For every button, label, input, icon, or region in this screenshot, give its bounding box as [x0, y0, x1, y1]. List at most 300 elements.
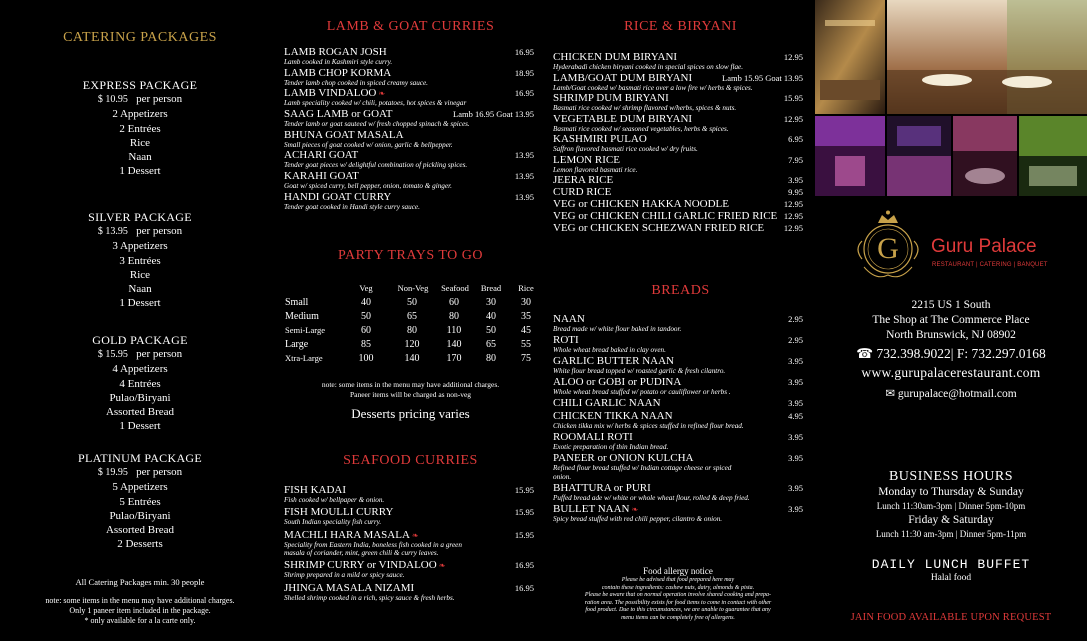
menu-item-name-text: ROOMALI ROTI — [553, 431, 633, 444]
menu-item-price: Lamb 16.95 Goat 13.95 — [453, 109, 534, 120]
package-item: Naan — [128, 283, 152, 296]
package-item: Assorted Bread — [105, 524, 175, 537]
lamb-section-title: LAMB & GOAT CURRIES — [326, 19, 495, 34]
menu-item-name-text: CURD RICE — [553, 186, 612, 198]
trays-note-line: note: some items in the menu may have additional charges. — [321, 380, 500, 389]
menu-item — [284, 150, 534, 170]
menu-item-name — [284, 530, 534, 541]
menu-item — [284, 530, 534, 558]
logo-letter: G — [877, 232, 899, 265]
menu-item-price: 12.95 — [783, 211, 803, 221]
menu-item-name-text: HANDI GOAT CURRY — [284, 190, 392, 203]
menu-item-desc: Lamb cooked in Kashmiri style curry. — [284, 58, 393, 66]
menu-item-name-text: BHUNA GOAT MASALA — [284, 128, 404, 141]
trays-price-cell: 80 — [486, 353, 496, 364]
menu-item-name — [553, 432, 803, 443]
menu-item — [553, 52, 803, 72]
package-item: 4 Entrées — [119, 377, 161, 390]
menu-item-desc: Tender lamb or goat sauteed w/ fresh chopped spinach & spices. — [284, 120, 470, 129]
menu-item — [553, 93, 803, 113]
menu-item-name — [284, 171, 534, 182]
package-express — [0, 78, 280, 178]
package-per: per person — [136, 348, 183, 361]
trays-size-label: Medium — [285, 311, 319, 322]
photo-ballroom — [953, 116, 1017, 196]
trays-note — [283, 380, 538, 400]
menu-item-name — [553, 314, 803, 325]
menu-item-name-text: JHINGA MASALA NIZAMI — [284, 581, 415, 594]
guru-palace-logo-emblem — [850, 209, 926, 283]
menu-item-desc: masala of coriander, mint, green chili & curry leaves. — [284, 549, 439, 558]
menu-item-price: 2.95 — [788, 335, 803, 346]
package-price: $ 13.95 — [97, 226, 128, 238]
trays-price-cell: 140 — [446, 339, 462, 350]
menu-item-name-text: ALOO or GOBI or PUDINA — [553, 376, 682, 389]
catering-title: CATERING PACKAGES — [63, 30, 217, 45]
menu-item-name — [284, 485, 534, 496]
menu-item — [284, 507, 534, 527]
package-item: 2 Appetizers — [112, 108, 168, 121]
menu-item-name-text: BHATTURA or PURI — [553, 481, 651, 494]
menu-item-name-text: SAAG LAMB or GOAT — [284, 108, 393, 121]
menu-item-name-text: VEG or CHICKEN HAKKA NOODLE — [553, 198, 729, 210]
lamb-menu — [284, 47, 534, 213]
menu-item-name-text: KARAHI GOAT — [284, 170, 359, 183]
package-item: 1 Dessert — [119, 165, 161, 178]
allergy-line: contain these ingredients: cashew nuts, dairy, almonds & pista. — [601, 584, 755, 591]
photo-purple-hall — [815, 116, 885, 196]
trays-price-cell: 35 — [521, 311, 531, 322]
website-link[interactable]: www.gurupalacerestaurant.com — [861, 365, 1041, 380]
package-gold — [0, 333, 280, 433]
menu-item-name-text: CHICKEN DUM BIRYANI — [553, 51, 678, 63]
trays-col-header: Seafood — [441, 283, 469, 293]
menu-item-desc: Lemon flavored basmati rice. — [553, 165, 638, 174]
menu-item-name-text: ROTI — [553, 334, 579, 347]
menu-item-price: 3.95 — [788, 503, 803, 514]
menu-item-desc: South Indian speciality fish curry. — [284, 518, 382, 527]
menu-item-price: 16.95 — [514, 47, 534, 57]
package-item: 3 Appetizers — [112, 240, 168, 253]
menu-item — [553, 134, 803, 154]
package-item: Assorted Bread — [105, 406, 175, 419]
chili-spicy-icon: ❧ — [629, 504, 639, 514]
package-per: per person — [136, 225, 183, 238]
menu-item-desc: Speciality from Eastern India, boneless fish cooked in a green — [284, 540, 462, 549]
rice-section-title: RICE & BIRYANI — [624, 19, 737, 34]
allergy-line: Please be advised that food prepared here may — [621, 577, 735, 583]
menu-item — [553, 187, 803, 198]
menu-item-desc: Bread made w/ white flour baked in tandoor. — [553, 325, 682, 333]
chili-spicy-icon: ❧ — [376, 89, 386, 99]
menu-item — [553, 411, 803, 431]
menu-item-desc: Tender goat cooked in Handi style curry sauce. — [284, 202, 420, 211]
trays-price-cell: 110 — [446, 325, 462, 336]
menu-item-price: 3.95 — [788, 432, 803, 443]
menu-item-name-text: SHRIMP DUM BIRYANI — [553, 92, 669, 104]
menu-item-name-text: CHICKEN TIKKA NAAN — [553, 409, 673, 422]
menu-item — [553, 211, 803, 222]
menu-item-name-text: LAMB ROGAN JOSH — [284, 46, 387, 58]
allergy-line: Please be aware that on normal operation involve shared cooking and prepa- — [584, 592, 772, 599]
menu-item-price: 12.95 — [783, 199, 803, 209]
menu-item-desc: Goat w/ spiced curry, bell pepper, onion, tomato & ginger. — [284, 182, 452, 191]
package-name: EXPRESS PACKAGE — [82, 78, 198, 92]
menu-item — [553, 314, 803, 334]
package-name: GOLD PACKAGE — [92, 333, 188, 347]
menu-item-name-text: KASHMIRI PULAO — [553, 133, 647, 145]
hours-weekend-times: Lunch 11:30 am-3pm | Dinner 5pm-11pm — [875, 529, 1027, 539]
breads-menu — [553, 314, 803, 525]
catering-note — [0, 596, 280, 626]
menu-item-desc: Exotic preparation of thin Indian bread. — [553, 443, 669, 452]
menu-item-name — [284, 47, 534, 58]
menu-item-price: 15.95 — [514, 529, 534, 540]
menu-item-desc: Whole wheat bread stuffed w/ potato or cauliflower or herbs . — [553, 388, 731, 397]
trays-size-label: Xtra-Large — [285, 353, 323, 363]
menu-item-desc: Shrimp prepared in a mild or spicy sauce. — [284, 571, 405, 580]
menu-item — [553, 73, 803, 93]
address-block — [815, 298, 1087, 343]
menu-item-price: 4.95 — [788, 410, 803, 421]
menu-item-name — [553, 199, 803, 210]
menu-item-price: 15.95 — [514, 485, 534, 495]
menu-item-price: 15.95 — [514, 507, 534, 518]
trays-size-label: Semi-Large — [285, 325, 325, 335]
seafood-menu — [284, 485, 534, 605]
hours-weekday-times: Lunch 11:30am-3pm | Dinner 5pm-10pm — [876, 501, 1026, 511]
trays-price-cell: 170 — [446, 353, 462, 364]
allergy-line: menu items can be completely free of allergens. — [621, 614, 735, 621]
menu-item-name — [553, 223, 803, 234]
menu-item-price: 16.95 — [514, 88, 534, 99]
menu-item — [284, 485, 534, 505]
menu-item-name-text: JEERA RICE — [553, 174, 614, 186]
menu-item-name — [284, 583, 534, 594]
trays-section-title: PARTY TRAYS TO GO — [338, 248, 483, 263]
trays-price-cell: 65 — [486, 339, 496, 350]
trays-col-header: Non-Veg — [397, 283, 429, 293]
catering-note-line: * only available for a la carte only. — [84, 616, 196, 625]
menu-item-name-text: VEG or CHICKEN SCHEZWAN FRIED RICE — [553, 222, 765, 234]
package-price: $ 19.95 — [97, 467, 128, 479]
package-item: Rice — [129, 268, 151, 281]
trays-price-cell: 30 — [521, 297, 531, 308]
trays-row — [283, 297, 543, 311]
business-hours-title: BUSINESS HOURS — [888, 469, 1014, 484]
menu-item — [553, 504, 803, 524]
trays-price-cell: 50 — [486, 325, 496, 336]
package-price: $ 15.95 — [97, 349, 128, 361]
menu-item — [284, 130, 534, 150]
menu-item-name — [284, 130, 534, 141]
menu-item-price: 15.95 — [783, 93, 803, 103]
trays-size-label: Large — [285, 339, 309, 350]
menu-item-desc: Whole wheat bread baked in clay oven. — [553, 346, 666, 355]
trays-row — [283, 325, 543, 339]
trays-row — [283, 353, 543, 367]
catering-note-line: note: some items in the menu may have additional charges. — [45, 596, 235, 605]
package-item: 4 Appetizers — [112, 363, 168, 376]
allergy-text — [553, 577, 803, 623]
menu-item-name-text: LEMON RICE — [553, 153, 620, 166]
menu-item-price: 16.95 — [514, 560, 534, 571]
menu-item — [553, 335, 803, 355]
menu-item-desc: Fish cooked w/ bellpaper & onion. — [284, 496, 385, 504]
trays-price-cell: 55 — [521, 339, 531, 350]
menu-item-name — [553, 411, 803, 422]
chili-spicy-icon: ❧ — [409, 530, 419, 540]
menu-item-name — [284, 507, 534, 518]
menu-item — [553, 175, 803, 186]
menu-item-desc: Chicken tikka mix w/ herbs & spices stuffed in refined flour bread. — [553, 421, 744, 430]
trays-price-cell: 75 — [521, 353, 531, 364]
package-item: 5 Appetizers — [112, 481, 168, 494]
menu-item-desc: Lamb/Goat cooked w/ basmati rice over a low fire w/ herbs & spices. — [553, 83, 753, 92]
menu-item-name-text: VEGETABLE DUM BIRYANI — [553, 112, 693, 125]
menu-item — [553, 114, 803, 134]
package-item: Pulao/Biryani — [109, 391, 171, 404]
menu-item-name-text: PANEER or ONION KULCHA — [553, 452, 694, 465]
menu-item-name-text: LAMB CHOP KORMA — [284, 66, 392, 79]
menu-item-desc: Basmati rice cooked w/ seasoned vegetables, herbs & spices. — [553, 124, 729, 133]
menu-item-price: 13.95 — [514, 150, 534, 161]
buffet-title: DAILY LUNCH BUFFET — [871, 557, 1031, 572]
menu-item-price: 3.95 — [788, 377, 803, 388]
menu-item-name — [553, 377, 803, 388]
menu-item — [553, 356, 803, 376]
allergy-notice — [553, 566, 803, 623]
menu-item-name-text: CHILI GARLIC NAAN — [553, 397, 661, 410]
trays-price-cell: 30 — [486, 297, 496, 308]
menu-item-name — [553, 504, 803, 515]
menu-item-desc: Hyderabadi chicken biryani cooked in special spices on slow flae. — [553, 63, 744, 71]
menu-item-price: 2.95 — [788, 314, 803, 324]
package-name: SILVER PACKAGE — [88, 210, 192, 224]
menu-item-name — [284, 192, 534, 203]
menu-item — [284, 171, 534, 191]
phone-fax: ☎ 732.398.9022| F: 732.297.0168 — [856, 346, 1046, 361]
trays-col-header: Bread — [480, 283, 502, 293]
menu-item — [284, 192, 534, 212]
catering-column — [0, 0, 280, 641]
buffet-subtitle: Halal food — [930, 573, 972, 583]
trays-col-header: Veg — [359, 283, 373, 293]
menu-item — [553, 453, 803, 481]
trays-price-cell: 80 — [449, 311, 459, 322]
seafood-section-title: SEAFOOD CURRIES — [343, 453, 478, 468]
menu-item-name-text: GARLIC BUTTER NAAN — [553, 355, 674, 368]
trays-price-cell: 50 — [361, 311, 371, 322]
trays-price-cell: 65 — [407, 311, 417, 322]
menu-item-price: 13.95 — [514, 191, 534, 202]
brand-name: Guru Palace — [931, 236, 1037, 257]
desserts-note: Desserts pricing varies — [351, 406, 470, 421]
trays-size-label: Small — [285, 297, 309, 308]
menu-item-price: 6.95 — [788, 134, 803, 144]
menu-item-price: 9.95 — [788, 187, 803, 197]
package-name: PLATINUM PACKAGE — [77, 451, 203, 465]
menu-item-price: 12.95 — [783, 52, 803, 62]
trays-price-cell: 140 — [404, 353, 420, 364]
menu-item-desc: onion. — [553, 472, 572, 481]
menu-item — [284, 560, 534, 580]
trays-price-cell: 60 — [449, 297, 459, 308]
menu-item-price: 3.95 — [788, 453, 803, 464]
menu-item-name-text: ACHARI GOAT — [284, 149, 359, 162]
menu-item-desc: Tender lamb chop cooked in spiced creamy sauce. — [284, 78, 428, 87]
menu-item — [284, 47, 534, 67]
trays-price-cell: 50 — [407, 297, 417, 308]
package-per: per person — [136, 93, 183, 106]
package-silver — [0, 210, 280, 310]
brand-tagline: RESTAURANT | CATERING | BANQUET — [932, 262, 1048, 268]
menu-item-name-text: NAAN — [553, 313, 585, 325]
menu-item-name — [284, 68, 534, 79]
menu-item-price: 7.95 — [788, 154, 803, 165]
menu-item-name-text: FISH KADAI — [284, 484, 347, 496]
menu-item — [553, 398, 803, 409]
hours-weekend: Friday & Saturday — [908, 514, 994, 526]
party-trays-table — [283, 283, 543, 367]
menu-item-name-text: LAMB/GOAT DUM BIRYANI — [553, 71, 693, 84]
address-line: North Brunswick, NJ 08902 — [886, 329, 1016, 341]
trays-price-cell: 45 — [521, 325, 531, 336]
menu-item-name — [553, 52, 803, 63]
menu-item-name — [553, 155, 803, 166]
menu-item-price: 3.95 — [788, 398, 803, 409]
menu-item-desc: White flour bread topped w/ roasted garlic & fresh cilantro. — [553, 367, 726, 376]
allergy-line: food product. Due to this circumstances, we are unable to guarantee that any — [585, 607, 771, 614]
menu-item — [553, 432, 803, 452]
menu-item-name — [284, 88, 534, 99]
menu-item-desc: Spicy bread stuffed with red chili pepper, cilantro & onion. — [553, 514, 723, 523]
email-link[interactable]: ✉ gurupalace@hotmail.com — [885, 388, 1017, 400]
package-item: 3 Entrées — [119, 254, 161, 267]
address-line: The Shop at The Commerce Place — [872, 314, 1030, 326]
restaurant-photo-collage — [815, 0, 1087, 196]
menu-item-name-text: FISH MOULLI CURRY — [284, 506, 394, 519]
menu-item-name-text: SHRIMP CURRY or VINDALOO — [284, 559, 437, 572]
jain-food-note: JAIN FOOD AVAILABLE UPON REQUEST — [850, 612, 1052, 623]
menu-item-name — [553, 187, 803, 198]
menu-item-price: 3.95 — [788, 175, 803, 185]
trays-price-cell: 100 — [358, 353, 374, 364]
menu-item-price: 3.95 — [788, 482, 803, 493]
photo-banquet-hall — [887, 0, 1087, 114]
menu-item — [284, 88, 534, 108]
menu-item-name-text: BULLET NAAN — [553, 502, 630, 515]
menu-item — [553, 155, 803, 175]
menu-item-price: 16.95 — [514, 582, 534, 593]
trays-row — [283, 311, 543, 325]
menu-item-name-text: MACHLI HARA MASALA — [284, 528, 410, 541]
menu-item-name — [553, 134, 803, 145]
package-price: $ 10.95 — [97, 94, 128, 106]
address-line: 2215 US 1 South — [911, 299, 991, 311]
package-per: per person — [136, 466, 183, 479]
menu-item-name — [553, 114, 803, 125]
menu-item-name — [553, 483, 803, 494]
allergy-title: Food allergy notice — [643, 566, 713, 576]
package-item: Rice — [129, 136, 151, 149]
package-item: 2 Desserts — [117, 538, 163, 551]
menu-item-price: 12.95 — [783, 223, 803, 233]
trays-price-cell: 80 — [407, 325, 417, 336]
breads-section-title: BREADS — [651, 283, 710, 298]
trays-price-cell: 40 — [361, 297, 371, 308]
photo-lounge — [887, 116, 951, 196]
catering-note-line: Only 1 paneer item included in the package. — [69, 606, 211, 615]
trays-price-cell: 120 — [404, 339, 420, 350]
menu-item-name — [284, 560, 534, 571]
menu-item-desc: Saffron flavored basmati rice cooked w/ dry fruits. — [553, 145, 698, 153]
chili-spicy-icon: ❧ — [436, 561, 446, 571]
package-item: 5 Entrées — [119, 495, 161, 508]
rice-menu — [553, 52, 803, 235]
menu-item-name — [553, 453, 803, 464]
menu-item-name — [553, 175, 803, 186]
package-item: 1 Dessert — [119, 297, 161, 310]
menu-item-desc: Tender goat pieces w/ delightful combination of pickling spices. — [284, 161, 468, 170]
package-item: 2 Entrées — [119, 122, 161, 135]
menu-item — [553, 483, 803, 503]
photo-green-hall — [1019, 116, 1087, 196]
package-platinum — [0, 451, 280, 551]
menu-item-price: 13.95 — [514, 171, 534, 182]
menu-item — [284, 109, 534, 129]
package-item: Pulao/Biryani — [109, 509, 171, 522]
menu-item — [553, 377, 803, 397]
menu-item-name — [553, 398, 803, 409]
package-item: Naan — [128, 151, 152, 164]
trays-body — [283, 297, 543, 367]
trays-row — [283, 339, 543, 353]
menu-item-price: 3.95 — [788, 356, 803, 367]
allergy-line: ration area. The possibility exists for food items to come in contact with other — [584, 599, 772, 606]
menu-item-name-text: VEG or CHICKEN CHILI GARLIC FRIED RICE — [553, 210, 778, 222]
menu-item-desc: Puffed bread ade w/ white or whole wheat flour, rolled & deep fried. — [553, 493, 750, 502]
menu-item-price: 18.95 — [514, 67, 534, 78]
menu-item-desc: Small pieces of goat cooked w/ onion, garlic & bellpepper. — [284, 140, 453, 149]
trays-note-line: Paneer items will be charged as non-veg — [349, 390, 472, 399]
menu-item-price: Lamb 15.95 Goat 13.95 — [722, 72, 803, 83]
trays-price-cell: 40 — [486, 311, 496, 322]
menu-item-name — [553, 356, 803, 367]
menu-item — [553, 199, 803, 210]
menu-item-desc: Shelled shrimp cooked in a rich, spicy sauce & fresh herbs. — [284, 593, 455, 602]
menu-item — [284, 68, 534, 88]
menu-item-name-text: LAMB VINDALOO — [284, 87, 377, 100]
menu-item-name — [553, 93, 803, 104]
hours-weekday: Monday to Thursday & Sunday — [878, 486, 1024, 498]
menu-item-desc: Refined flour bread stuffed w/ Indian cottage cheese or spiced — [553, 464, 732, 473]
menu-item-desc: Basmati rice cooked w/ shrimp flavored w/herbs, spices & nuts. — [553, 104, 737, 112]
package-item: 1 Dessert — [119, 420, 161, 433]
trays-header-row — [283, 283, 543, 297]
trays-col-header: Rice — [518, 283, 534, 293]
menu-item — [553, 223, 803, 234]
menu-item-name — [553, 211, 803, 222]
photo-bar-interior — [815, 0, 885, 114]
menu-item-name — [553, 335, 803, 346]
menu-item-name — [284, 150, 534, 161]
menu-item — [284, 583, 534, 603]
trays-price-cell: 60 — [361, 325, 371, 336]
menu-item-desc: Lamb speciality cooked w/ chili, potatoes, hot spices & vinegar — [284, 99, 467, 108]
menu-item-price: 12.95 — [783, 113, 803, 124]
catering-min-note: All Catering Packages min. 30 people — [75, 577, 205, 587]
